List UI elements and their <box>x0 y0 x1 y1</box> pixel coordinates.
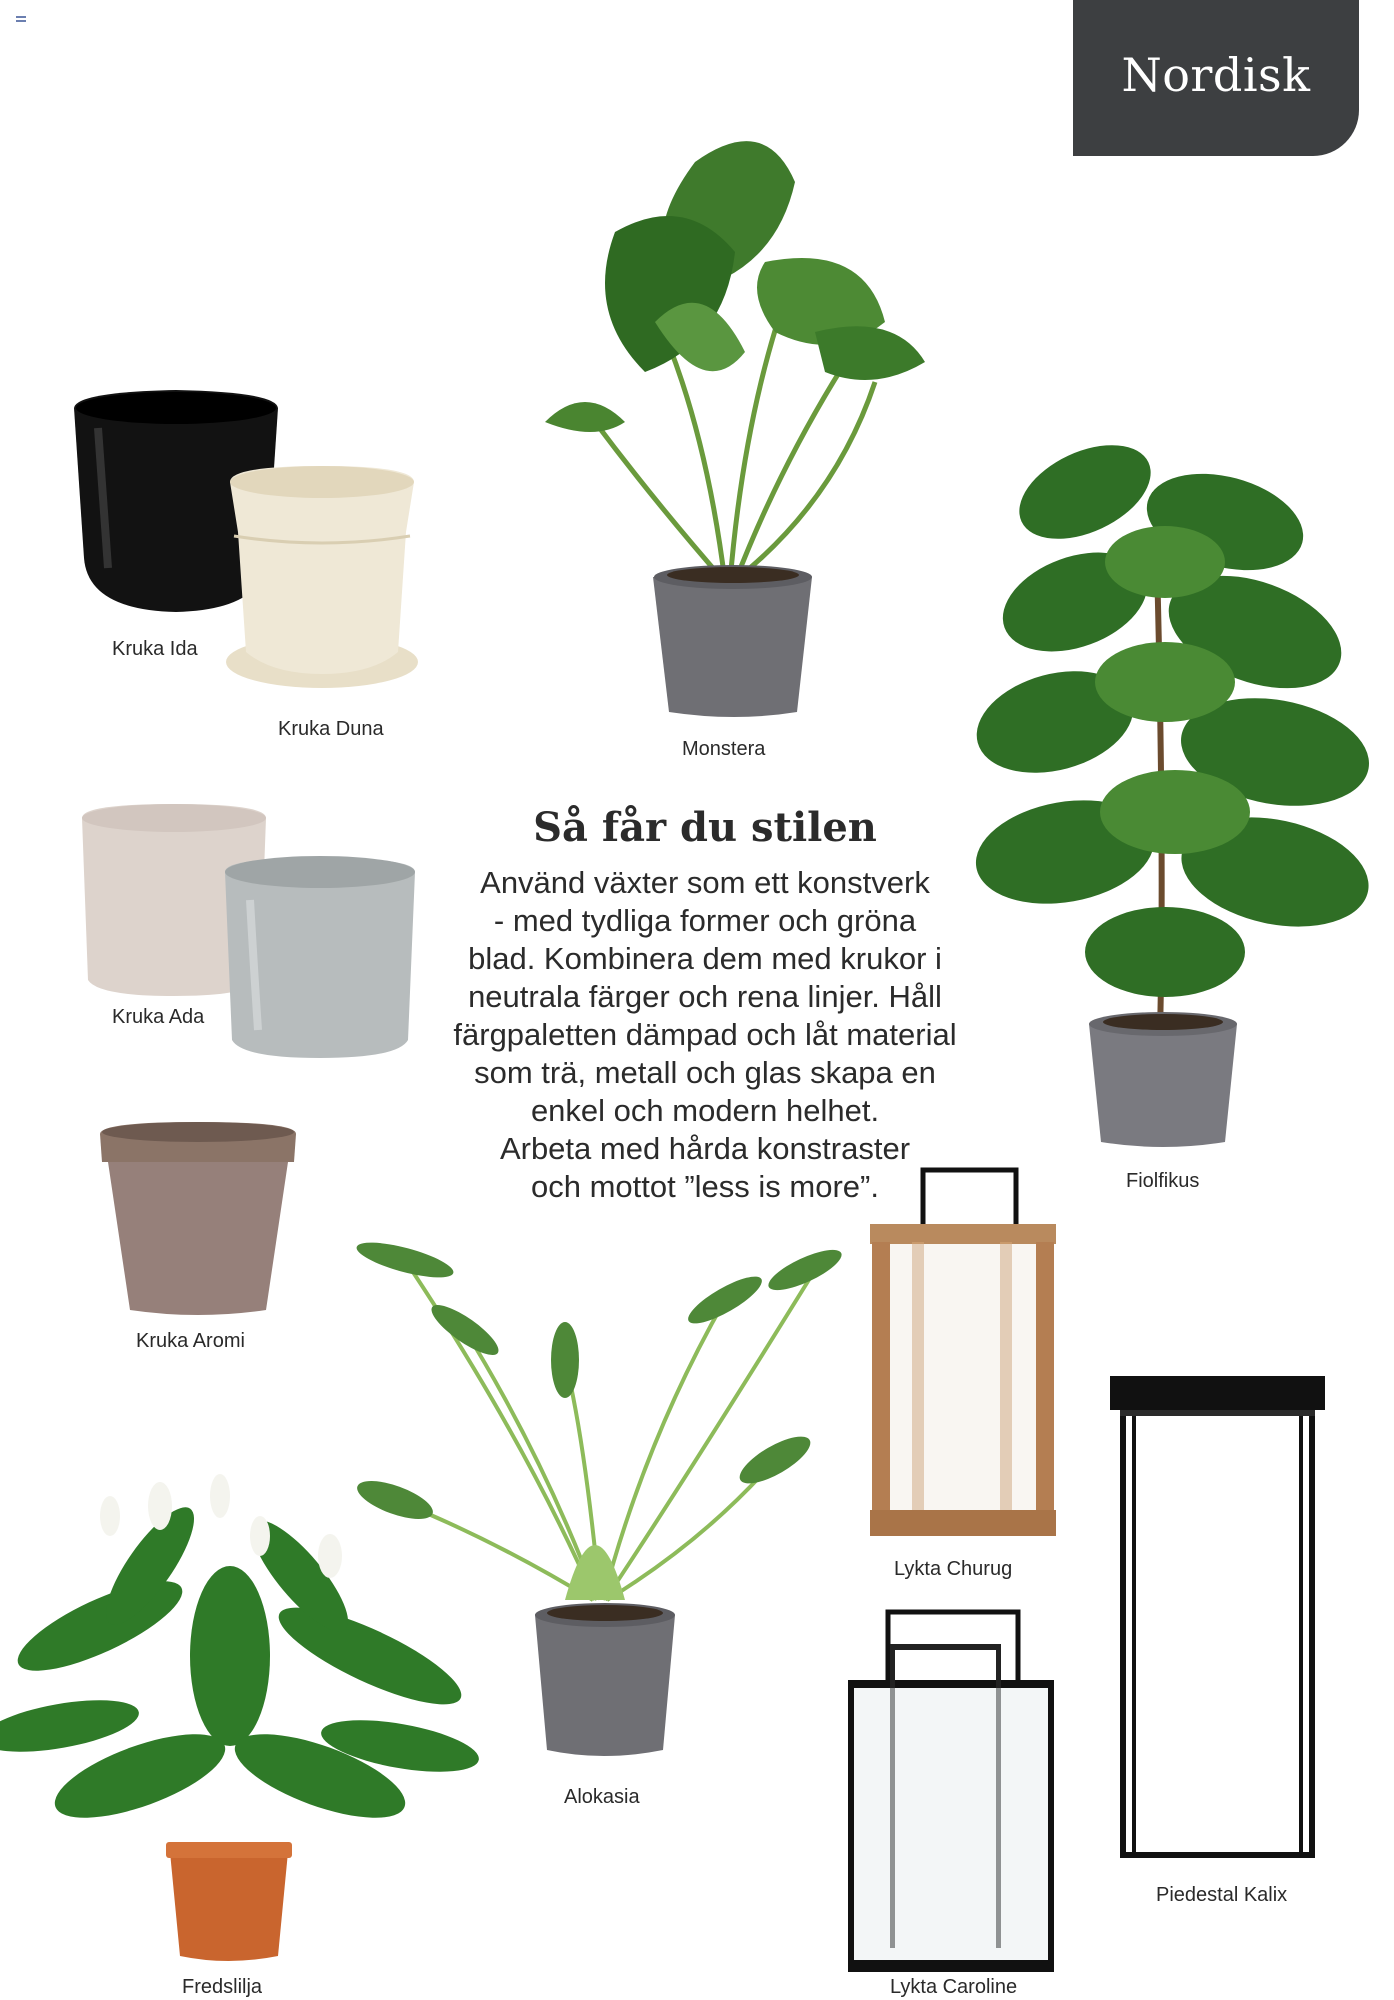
lykta-caroline-image <box>846 1608 1056 1978</box>
article-line: som trä, metall och glas skapa en <box>474 1055 936 1090</box>
article-line: - med tydliga former och gröna <box>493 903 917 938</box>
article-line: Använd växter som ett konstverk <box>480 865 930 900</box>
article-line: neutrala färger och rena linjer. Håll <box>468 979 942 1014</box>
article-line: färgpaletten dämpad och låt material <box>453 1017 957 1052</box>
fiolfikus-image <box>965 432 1394 1152</box>
kruka-ida-label: Kruka Ida <box>112 638 198 660</box>
menu-icon[interactable] <box>16 16 26 24</box>
piedestal-kalix-image <box>1110 1376 1325 1866</box>
article-line: blad. Kombinera dem med krukor i <box>468 941 942 976</box>
kruka-aromi-image <box>98 1120 298 1320</box>
monstera-label: Monstera <box>682 738 766 760</box>
article-heading: Så får du stilen <box>533 804 877 851</box>
article-line: och mottot ”less is more”. <box>531 1169 879 1204</box>
kruka-duna-image <box>222 462 422 702</box>
alokasia-label: Alokasia <box>564 1786 640 1808</box>
article-line: Arbeta med hårda konstraster <box>499 1131 911 1166</box>
lykta-churug-image <box>868 1166 1058 1546</box>
fredslilja-image <box>0 1476 480 1966</box>
kruka-duna-label: Kruka Duna <box>278 718 384 740</box>
kruka-ada-label: Kruka Ada <box>112 1006 205 1028</box>
kruka-aromi-label: Kruka Aromi <box>136 1330 245 1352</box>
article-line: enkel och modern helhet. <box>530 1093 880 1128</box>
section-tab-label: Nordisk <box>1121 48 1311 102</box>
monstera-image <box>535 122 955 722</box>
fredslilja-label: Fredslilja <box>182 1976 263 1998</box>
fiolfikus-label: Fiolfikus <box>1126 1170 1200 1192</box>
article-body <box>425 864 985 1206</box>
piedestal-kalix-label: Piedestal Kalix <box>1156 1884 1288 1906</box>
section-tab <box>1073 0 1359 156</box>
lykta-caroline-label: Lykta Caroline <box>890 1976 1018 1998</box>
lykta-churug-label: Lykta Churug <box>894 1558 1013 1580</box>
